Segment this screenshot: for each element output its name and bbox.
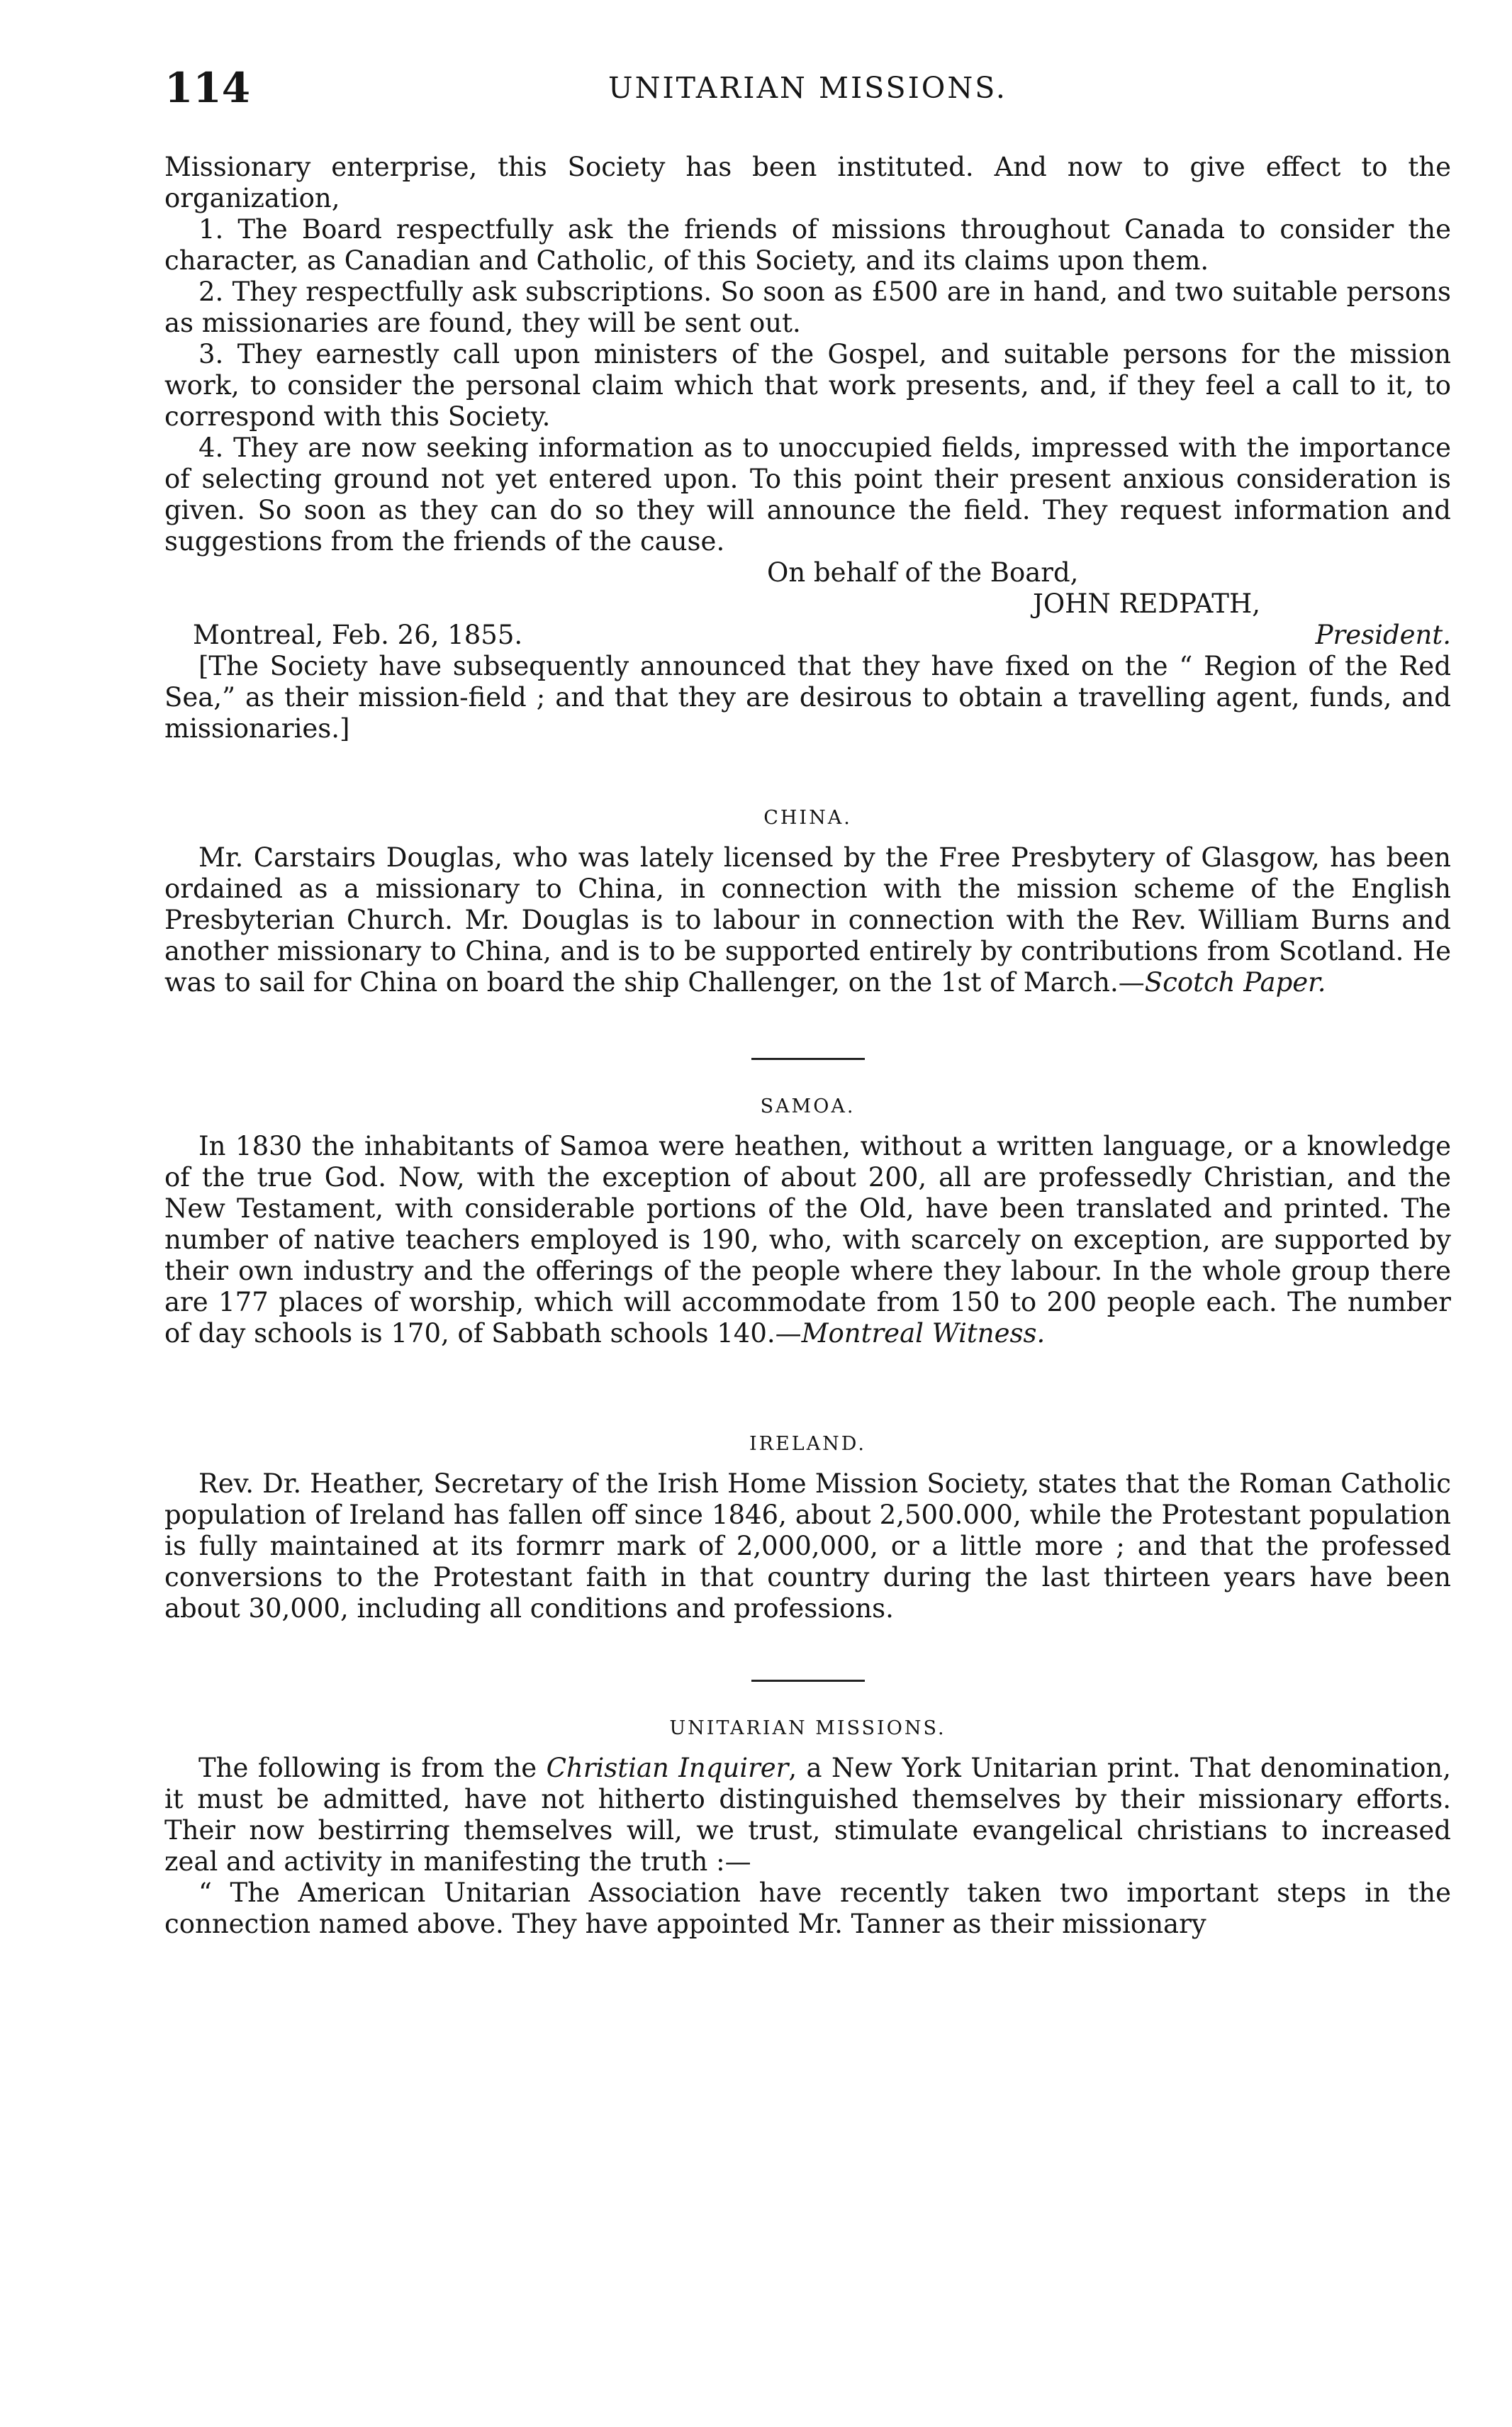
unitarian-body-start: The following is from the: [198, 1753, 547, 1783]
samoa-body: In 1830 the inhabitants of Samoa were heathen, without a written language, or a knowledge of the true God. Now, with the exception of about 200, all are professedly Christian, and the New Testament, with considerable portions of the Old, have been translated and printed. The number of native teachers employed is 190, who, with scarcely on exception, are supported by their own industry and the offerings of the people where they labour. In the whole group there are 177 places of worship, which will accommodate from 150 to 200 people each. The number of day schools is 170, of Sabbath schools 140.—: [164, 1131, 1451, 1349]
resolution-4: 4. They are now seeking information as to unoccupied fields, impressed with the importance of selecting ground not yet entered upon. To this point their present anxious consideration is given. So soon as they can do so they will announce the field. They request information and suggestions from the friends of the cause.: [164, 433, 1451, 557]
resolution-3: 3. They earnestly call upon ministers of the Gospel, and suitable persons for the mission work, to consider the personal claim which that work presents, and, if they feel a call to it, to correspond with this Society.: [164, 339, 1451, 432]
samoa-source: Montreal Witness.: [801, 1318, 1046, 1349]
unitarian-quote: “ The American Unitarian Association have recently taken two important steps in the connection named above. They have appointed Mr. Tanner as their missionary: [164, 1878, 1451, 1939]
ireland-heading: IRELAND.: [749, 1433, 867, 1455]
section-divider: [751, 1058, 865, 1060]
signatory-title: President.: [1315, 620, 1451, 650]
page-header: [164, 64, 1451, 128]
china-heading: CHINA.: [763, 807, 852, 829]
on-behalf-text: On behalf of the Board,: [767, 557, 1079, 588]
signature-name-line: [164, 588, 1451, 620]
unitarian-body-rest: , a New York Unitarian print. That denomination, it must be admitted, have not hitherto distinguished themselves by their missionary efforts. Their now bestirring themselves will, we trust, stimulate evangelical christians to increased zeal and activity in manifesting the truth :—: [164, 1753, 1451, 1877]
text-column: [164, 152, 1451, 1940]
signature-on-behalf: [164, 557, 1451, 588]
page-number: 114: [164, 64, 251, 112]
china-source: Scotch Paper.: [1144, 967, 1326, 998]
unitarian-paragraph: [164, 1753, 1451, 1878]
samoa-heading: SAMOA.: [760, 1095, 856, 1117]
editor-note: [The Society have subsequently announced that they have fixed on the “ Region of the Red Sea,” as their mission-field ; and that they are desirous to obtain a travelling agent, funds, and missionaries.]: [164, 651, 1451, 744]
publication-title: Christian Inquirer: [546, 1753, 789, 1783]
section-divider: [751, 1680, 865, 1682]
samoa-paragraph: [164, 1131, 1451, 1349]
resolution-2: 2. They respectfully ask subscriptions. So soon as £500 are in hand, and two suitable persons as missionaries are found, they will be sent out.: [164, 277, 1451, 338]
running-title: UNITARIAN MISSIONS.: [608, 71, 1007, 105]
intro-paragraph: Missionary enterprise, this Society has been instituted. And now to give effect to the organization,: [164, 152, 1451, 213]
china-body: Mr. Carstairs Douglas, who was lately licensed by the Free Presbytery of Glasgow, has been ordained as a missionary to China, in connection with the mission scheme of the English Presbyterian Church. Mr. Douglas is to labour in connection with the Rev. William Burns and another missionary to China, and is to be supported entirely by contributions from Scotland. He was to sail for China on board the ship Challenger, on the 1st of March.—: [164, 842, 1451, 998]
resolution-1: 1. The Board respectfully ask the friends of missions throughout Canada to consider the character, as Canadian and Catholic, of this Society, and its claims upon them.: [164, 214, 1451, 276]
ireland-paragraph: Rev. Dr. Heather, Secretary of the Irish Home Mission Society, states that the Roman Catholic population of Ireland has fallen off since 1846, about 2,500.000, while the Protestant population is fully maintained at its formrr mark of 2,000,000, or a little more ; and that the professed conversions to the Protestant faith in that country during the last thirteen years have been about 30,000, including all conditions and professions.: [164, 1468, 1451, 1624]
unitarian-heading: UNITARIAN MISSIONS.: [669, 1717, 946, 1739]
signature-date-line: [164, 620, 1451, 651]
china-paragraph: [164, 842, 1451, 998]
signatory-name: JOHN REDPATH,: [1033, 588, 1261, 619]
place-date: Montreal, Feb. 26, 1855.: [193, 620, 523, 650]
